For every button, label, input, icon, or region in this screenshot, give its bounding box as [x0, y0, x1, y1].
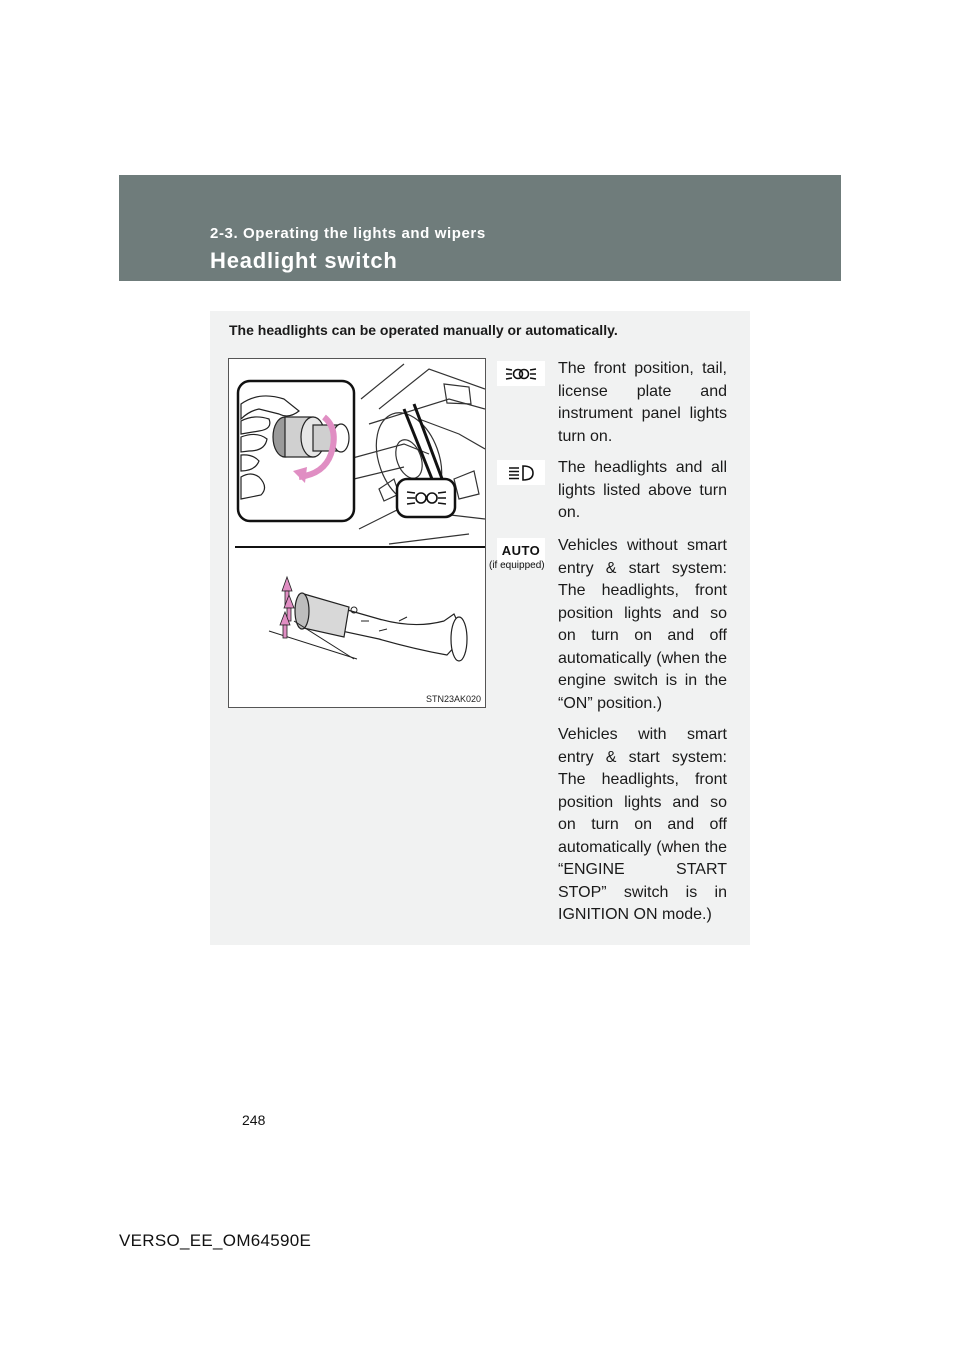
content-panel — [210, 311, 750, 945]
position-lights-icon — [497, 361, 545, 386]
if-equipped-note: (if equipped) — [489, 560, 545, 571]
mode-description-auto-without-smart-entry: Vehicles without smart entry & start system: The headlights, front position lights and so on turn on and off automatically (when the engine switch is in the “ON” position.) — [558, 537, 727, 712]
headlight-switch-illustration — [228, 358, 486, 708]
page-number: 248 — [242, 1112, 266, 1128]
headlight-icon — [497, 460, 545, 485]
document-code: VERSO_EE_OM64590E — [119, 1231, 312, 1250]
header-band — [119, 175, 841, 281]
mode-description-headlights: The headlights and all lights listed above turn on. — [558, 459, 727, 521]
page-title: Headlight switch — [210, 248, 398, 273]
section-label: 2-3. Operating the lights and wipers — [210, 225, 486, 242]
switch-drawing — [229, 359, 485, 707]
mode-description-position-lights: The front position, tail, license plate and instrument panel lights turn on. — [558, 360, 727, 445]
mode-description-auto-with-smart-entry: Vehicles with smart entry & start system: The headlights, front position lights and so on turn on and off automatically (when the “ENGINE START STOP” switch is in IGNITION ON mode.) — [558, 726, 727, 923]
auto-label: AUTO — [501, 543, 541, 558]
figure-code: STN23AK020 — [425, 694, 481, 704]
intro-text: The headlights can be operated manually or automatically. — [229, 322, 618, 338]
